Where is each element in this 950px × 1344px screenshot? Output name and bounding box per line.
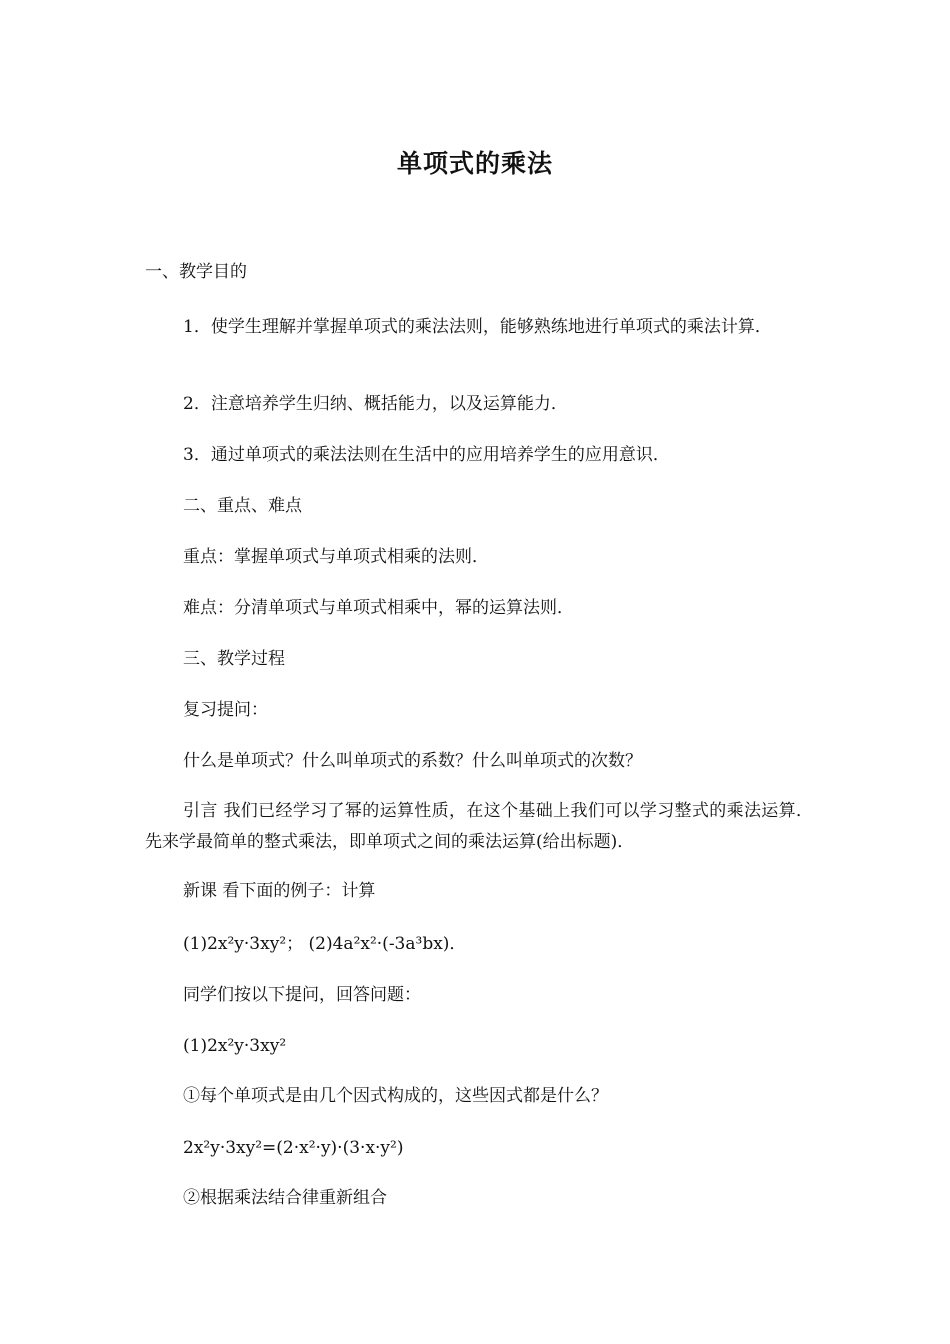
section-heading-key-points: 二、重点、难点 (183, 496, 302, 516)
example-expressions: (1)2x²y·3xy²； (2)4a²x²·(-3a³bx)． (183, 934, 467, 954)
review-questions: 什么是单项式？什么叫单项式的系数？什么叫单项式的次数？ (183, 751, 642, 771)
students-prompt: 同学们按以下提问，回答问题： (183, 985, 421, 1005)
section-heading-process: 三、教学过程 (183, 649, 285, 669)
section-heading-objectives: 一、教学目的 (145, 262, 247, 282)
difficult-point-text: 难点：分清单项式与单项式相乘中，幂的运算法则． (183, 598, 574, 618)
question-1: ①每个单项式是由几个因式构成的，这些因式都是什么？ (183, 1086, 608, 1106)
paragraph-objective-3: 3．通过单项式的乘法法则在生活中的应用培养学生的应用意识． (183, 445, 670, 465)
review-label: 复习提问： (183, 700, 268, 720)
question-2: ②根据乘法结合律重新组合 (183, 1188, 387, 1208)
expansion-expression: 2x²y·3xy²=(2·x²·y)·(3·x·y²) (183, 1138, 404, 1158)
page-title: 单项式的乘法 (396, 149, 553, 178)
intro-paragraph: 引言 我们已经学习了幂的运算性质，在这个基础上我们可以学习整式的乘法运算．先来学最简单的整式乘法，即单项式之间的乘法运算(给出标题)． (145, 801, 813, 852)
new-lesson-text: 新课 看下面的例子：计算 (183, 881, 376, 901)
example-1-expression: (1)2x²y·3xy² (183, 1036, 287, 1056)
key-point-text: 重点：掌握单项式与单项式相乘的法则． (183, 547, 489, 567)
paragraph-objective-2: 2．注意培养学生归纳、概括能力，以及运算能力． (183, 394, 568, 414)
paragraph-objective-1: 1．使学生理解并掌握单项式的乘法法则，能够熟练地进行单项式的乘法计算． (183, 317, 772, 337)
